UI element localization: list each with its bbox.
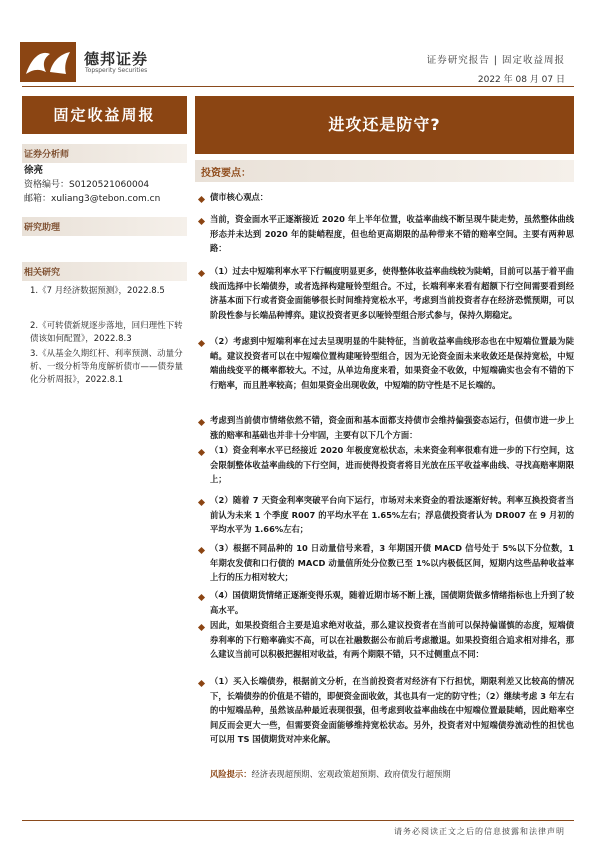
analyst-name: 徐亮 [24,165,44,176]
analyst-heading: 证券分析师 [22,144,187,163]
header-divider [22,86,574,87]
related-report-link[interactable]: 2.《可转债新规逐步落地，回归理性下转债该如何配置》，2022.8.3 [30,321,183,344]
paragraph: （3）根据不同品种的 10 日动量信号来看，3 年期国开债 MACD 信号处于 5%以下分位数，1 年期农发债和口行债的 MACD 动量值所处分位数已至 1%以内极低区间，短期内这些品种收益率上行的压力相对较大； [210,543,574,583]
key-points-heading-bar [195,160,574,182]
key-points-heading: 投资要点： [201,168,251,179]
bullet-icon [198,624,205,631]
paragraph: （1）过去中短端利率水平下行幅度明显更多，使得整体收益率曲线较为陡峭，目前可以基于着平曲线而选择中长端债券，或者选择构建哑铃型组合。不过，长端利率来看有超额下行空间需要看到经济基本面下行或者资金面能够很长时间维持宽松水平，考虑到当前投资者存在经济恐慌预期，可以阶段性参与长端品种博弈。建议投资者更多以哑铃型组合形式参与，保持久期稳定。 [210,266,574,320]
bullet-icon [198,547,205,554]
bullet-icon [198,680,205,687]
report-date: 2022 年 08 月 07 日 [477,75,565,85]
bullet-icon [198,218,205,225]
risk-text: 经济表现超预期、宏观政策超预期、政府债发行超预期 [251,769,451,779]
bullet-icon [198,499,205,506]
analyst-cert: 资格编号：S0120521060004 [24,180,150,190]
report-type: 证券研究报告 | 固定收益周报 [426,55,565,66]
company-logo-icon [20,42,76,82]
paragraph: 债市核心观点： [210,192,269,202]
bullet-icon [198,419,205,426]
related-report-link[interactable]: 1.《7 月经济数据预测》，2022.8.5 [30,286,165,296]
risk-warning [210,768,451,780]
company-name-en: Topsperity Securities [85,67,148,74]
assistant-heading: 研究助理 [22,217,187,236]
paragraph: 当前，资金面水平正逐渐接近 2020 年上半年位置，收益率曲线不断呈现牛陡走势，虽然整体曲线形态并未达到 2020 年的陡峭程度，但也给更高期限的品种带来不错的赔率空间。主要有两种思路： [210,214,574,254]
footer-disclaimer: 请务必阅读正文之后的信息披露和法律声明 [394,827,565,836]
risk-label: 风险提示： [210,769,252,779]
footer-divider [22,820,574,821]
sidebar-title: 固定收益周报 [22,96,187,134]
bullet-icon [198,449,205,456]
related-heading: 相关研究 [22,262,187,281]
bullet-icon [198,196,205,203]
report-title: 进攻还是防守? [328,115,441,134]
paragraph: （1）资金利率水平已经接近 2020 年极度宽松状态，未来资金利率很难有进一步的下行空间，这会限制整体收益率曲线的下行空间，进而使得投资者将目光放在压平收益率曲线、寻找高赔率期限上； [210,445,574,485]
analyst-email-link[interactable]: 邮箱：xuliang3@tebon.com.cn [24,194,161,204]
paragraph: （4）国债期货情绪正逐渐变得乐观，随着近期市场不断上涨，国债期货做多情绪指标也上升到了较高水平。 [210,590,574,615]
bullet-icon [198,340,205,347]
paragraph: 考虑到当前债市情绪依然不错，资金面和基本面都支持债市会维持偏强姿态运行，但债市进一步上涨的赔率和基础也并非十分牢固，主要有以下几个方面： [210,415,574,440]
bullet-icon [198,594,205,601]
paragraph: （2）随着 7 天资金利率突破平台向下运行，市场对未来资金的看法逐渐好转。利率互换投资者当前认为未来 1 个季度 R007 的平均水平在 1.65%左右；浮息债投资者认为 DR007 在 9 月初的平均水平为 1.66%左右； [210,495,574,535]
company-name: 德邦证券 [84,50,149,68]
related-report-link[interactable]: 3.《从基金久期红杆、利率预测、动量分析、一级分析等角度解析债市——债券量化分析周报》，2022.8.1 [30,349,184,385]
paragraph: （2）考虑到中短端利率在过去呈现明显的牛陡特征，当前收益率曲线形态也在中短端位置最为陡峭。建议投资者可以在中短端位置构建哑铃型组合，因为无论资金面未来收敛还是保持宽松，中短端曲线变平的概率都较大。不过，从单边角度来看，如果资金不收敛，中短端确实也会有不错的下行赔率，而且胜率较高；但如果资金出现收敛，中短端的防守性是不足长端的。 [210,336,574,390]
bullet-icon [198,270,205,277]
paragraph: （1）买入长端债券，根据前文分析，在当前投资者对经济有下行担忧，期限利差又比较高的情况下，长端债券的价值是不错的，即便资金面收敛，其也具有一定的防守性；（2）继续考虑 3 年左右的中短端品种，虽然该品种最近表现很强，但考虑到收益率曲线在中短端位置最陡峭，因此赔率空间反而会更大一些，但需要资金面能够维持宽松状态。另外，投资者对中短端债券流动性的担忧也可以用 TS 国债期货对冲来化解。 [210,676,574,745]
paragraph: 因此，如果投资组合主要是追求绝对收益，那么建议投资者在当前可以保持偏谨慎的态度，短端债券利率的下行赔率确实不高，可以在社融数据公布前后考虑撤退。如果投资组合追求相对排名，那么建议当前可以积极把握相对收益，有两个期限不错，只不过侧重点不同： [210,620,574,660]
